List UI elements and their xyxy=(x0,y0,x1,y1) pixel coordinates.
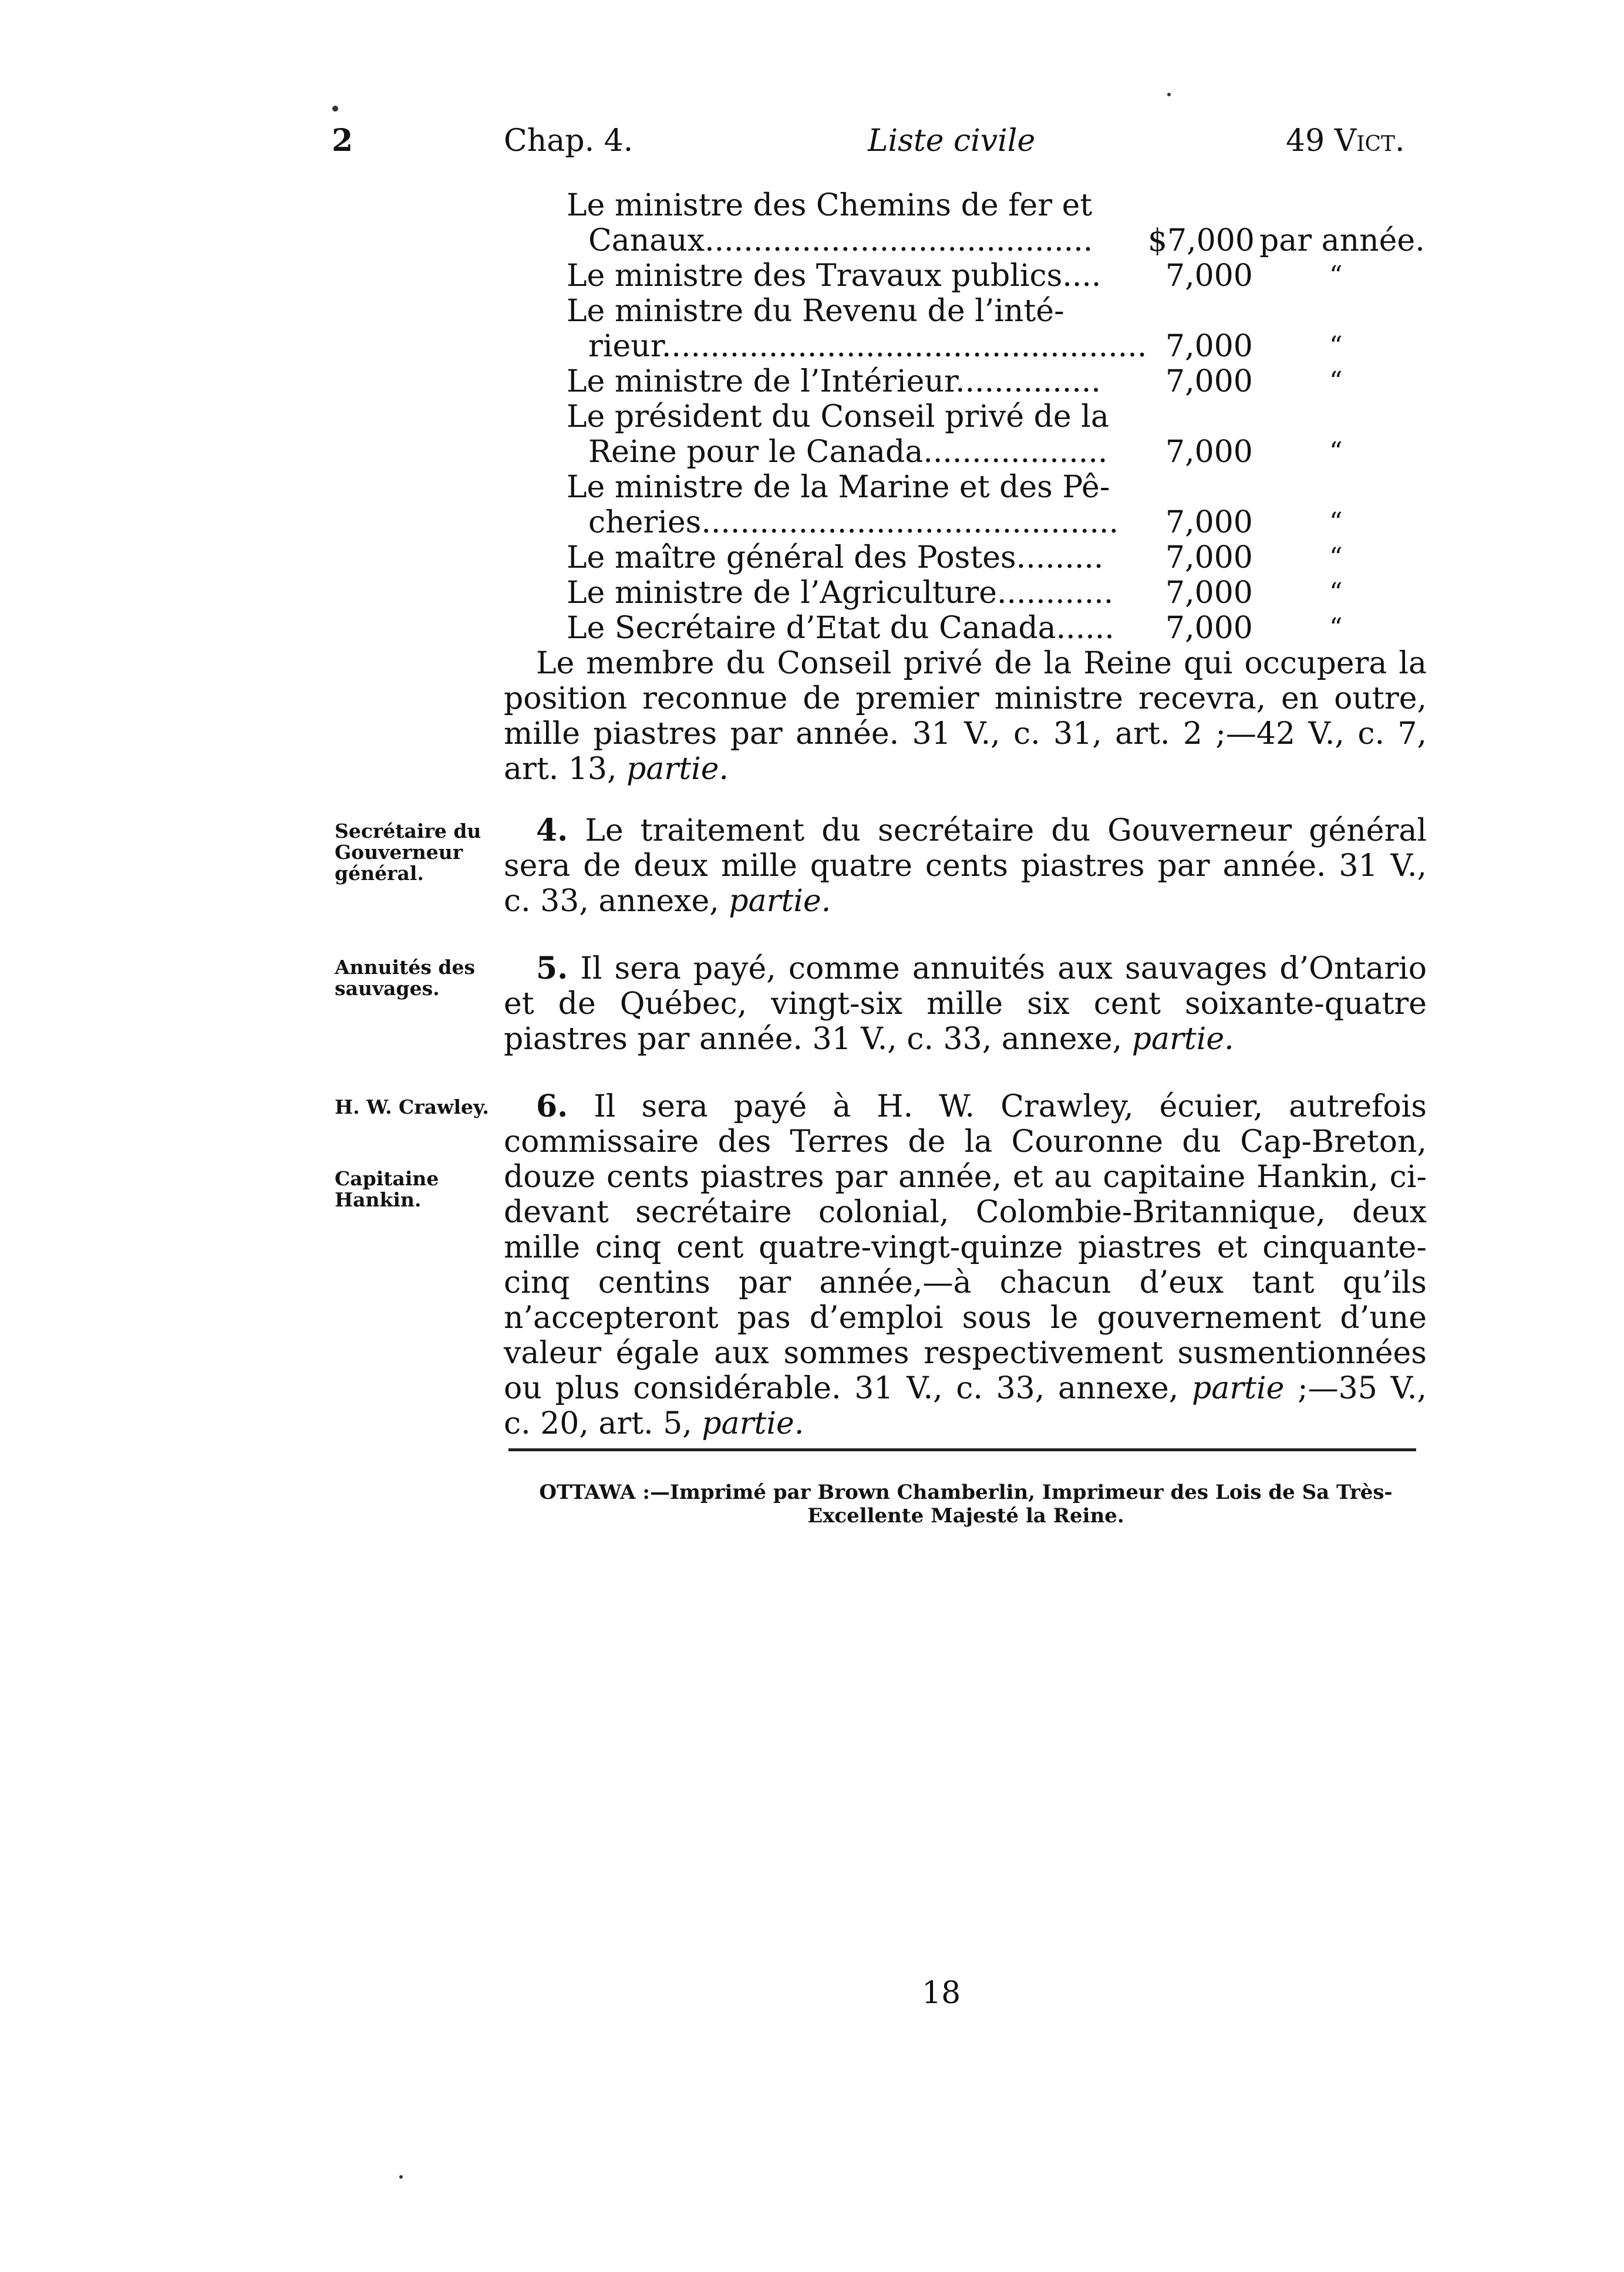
folio-number: 18 xyxy=(922,1976,961,2011)
salary-label: Reine pour le Canada................... xyxy=(588,434,1108,470)
header-page-number: 2 xyxy=(332,123,353,159)
section-italic: partie. xyxy=(729,884,831,919)
margin-note: Capitaine Hankin. xyxy=(335,1167,439,1211)
salary-label: Le ministre de la Marine et des Pê- xyxy=(567,470,1110,505)
header-title: Liste civile xyxy=(868,123,1036,159)
paragraph-text: Le membre du Conseil privé de la Reine qui occupera la position reconnue de premier ministre recevra, en outre, mille piastres par année. 31 V., c. 31, art. 2 ;—42 V., c. 7, art. 13, xyxy=(504,646,1427,787)
salary-amount: 7,000 xyxy=(1165,611,1253,646)
section-text: ;—35 V., c. 20, art. 5, xyxy=(504,1371,1427,1441)
imprint-line: Excellente Majesté la Reine. xyxy=(807,1504,1124,1528)
margin-note: Annuités des sauvages. xyxy=(335,956,476,1000)
margin-note: H. W. Crawley. xyxy=(335,1095,489,1118)
salary-amount: 7,000 xyxy=(1165,364,1253,399)
salary-amount: 7,000 xyxy=(1165,575,1253,611)
section-italic: partie xyxy=(1192,1371,1285,1406)
paragraph-italic: partie. xyxy=(626,751,729,787)
section-italic: partie. xyxy=(1131,1022,1234,1057)
salary-label: cheries........................................... xyxy=(588,505,1119,540)
salary-amount: $7,000 xyxy=(1148,223,1255,258)
salary-label: Le maître général des Postes......... xyxy=(567,540,1104,575)
section-text: Il sera payé à H. W. Crawley, écuier, autrefois commissaire des Terres de la Couronne du Cap-Breton, douze cents piastres par année, et au capitaine Hankin, ci-devant secrétaire colonial, Colombie-Britannique, deux mille cinq cent quatre-vingt-quinze piastres et cinquante-cinq centins par année,—à chacun d’eux tant qu’ils n’accepteront pas d’emploi sous le gouvernement d’une valeur égale aux sommes respectivement susmentionnées ou plus considérable. 31 V., c. 33, annexe, xyxy=(504,1089,1427,1406)
section-4 xyxy=(504,813,1427,919)
header-regnal-year: 49 Vict. xyxy=(1286,123,1405,159)
ditto-mark: “ xyxy=(1329,366,1343,396)
section-italic: partie. xyxy=(702,1406,804,1441)
ink-speck xyxy=(332,106,338,112)
salary-amount: 7,000 xyxy=(1165,540,1253,575)
salary-label: Le ministre des Chemins de fer et xyxy=(567,188,1093,223)
ditto-mark: “ xyxy=(1329,578,1343,608)
salary-label: Le ministre des Travaux publics.... xyxy=(567,258,1101,294)
section-text: Le traitement du secrétaire du Gouverneur général sera de deux mille quatre cents piastres par année. 31 V., c. 33, annexe, xyxy=(504,813,1427,919)
header-chapter: Chap. 4. xyxy=(504,123,634,159)
salary-label: Le ministre du Revenu de l’inté- xyxy=(567,294,1064,329)
imprint-line: OTTAWA :—Imprimé par Brown Chamberlin, Imprimeur des Lois de Sa Très- xyxy=(539,1481,1393,1504)
salary-amount: 7,000 xyxy=(1165,434,1253,470)
section-number: 6. xyxy=(536,1088,568,1124)
imprint xyxy=(505,1481,1427,1528)
section-5 xyxy=(504,951,1427,1057)
salary-unit: par année. xyxy=(1259,223,1425,258)
salary-label: Canaux........................................ xyxy=(588,223,1093,258)
ditto-mark: “ xyxy=(1329,507,1343,537)
margin-note: Secrétaire du Gouverneur général. xyxy=(335,820,481,885)
salary-amount: 7,000 xyxy=(1165,505,1253,540)
ink-speck xyxy=(1167,93,1171,96)
salary-label: Le ministre de l’Agriculture............ xyxy=(567,575,1114,611)
section-number: 4. xyxy=(536,813,568,848)
end-rule xyxy=(508,1448,1416,1451)
ditto-mark: “ xyxy=(1329,613,1343,643)
ditto-mark: “ xyxy=(1329,331,1343,361)
ditto-mark: “ xyxy=(1329,261,1343,291)
section-number: 5. xyxy=(536,950,568,986)
ditto-mark: “ xyxy=(1329,542,1343,572)
salary-label: rieur.................................................. xyxy=(588,329,1147,364)
salary-amount: 7,000 xyxy=(1165,258,1253,294)
ditto-mark: “ xyxy=(1329,437,1343,467)
salary-label: Le président du Conseil privé de la xyxy=(567,399,1109,434)
section-text: Il sera payé, comme annuités aux sauvages d’Ontario et de Québec, vingt-six mille six cent soixante-quatre piastres par année. 31 V., c. 33, annexe, xyxy=(504,951,1427,1057)
ink-speck xyxy=(399,2175,403,2179)
paragraph-premier xyxy=(504,646,1427,787)
salary-amount: 7,000 xyxy=(1165,329,1253,364)
section-6 xyxy=(504,1089,1427,1441)
salary-label: Le Secrétaire d’Etat du Canada...... xyxy=(567,611,1114,646)
salary-label: Le ministre de l’Intérieur............... xyxy=(567,364,1101,399)
